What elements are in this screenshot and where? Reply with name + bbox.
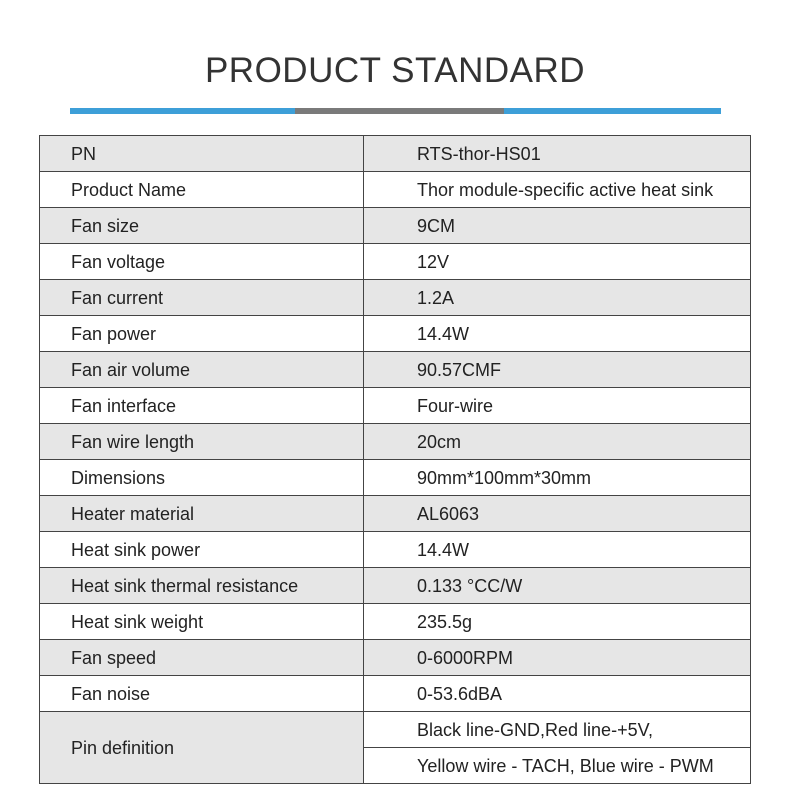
- pin-definition-row-1: [40, 712, 751, 748]
- spec-value: Thor module-specific active heat sink: [364, 172, 751, 208]
- spec-value: 1.2A: [364, 280, 751, 316]
- spec-value: 0-53.6dBA: [364, 676, 751, 712]
- spec-value: 0.133 °CC/W: [364, 568, 751, 604]
- spec-label: Fan wire length: [40, 424, 364, 460]
- spec-value: RTS-thor-HS01: [364, 136, 751, 172]
- spec-label: Fan interface: [40, 388, 364, 424]
- pin-definition-label: Pin definition: [40, 712, 364, 784]
- spec-value: AL6063: [364, 496, 751, 532]
- spec-value: 0-6000RPM: [364, 640, 751, 676]
- spec-value: 235.5g: [364, 604, 751, 640]
- spec-label: Heater material: [40, 496, 364, 532]
- spec-row: [40, 676, 751, 712]
- spec-label: Heat sink weight: [40, 604, 364, 640]
- spec-value: 9CM: [364, 208, 751, 244]
- spec-row: [40, 280, 751, 316]
- underline-left-segment: [70, 108, 295, 114]
- spec-row: [40, 316, 751, 352]
- spec-row: [40, 640, 751, 676]
- spec-row: [40, 136, 751, 172]
- spec-label: Dimensions: [40, 460, 364, 496]
- underline-middle-segment: [295, 108, 504, 114]
- spec-value: 90.57CMF: [364, 352, 751, 388]
- spec-row: [40, 388, 751, 424]
- spec-label: Fan power: [40, 316, 364, 352]
- spec-value: 90mm*100mm*30mm: [364, 460, 751, 496]
- spec-value: 12V: [364, 244, 751, 280]
- spec-value: 14.4W: [364, 316, 751, 352]
- spec-value: 20cm: [364, 424, 751, 460]
- spec-label: Fan voltage: [40, 244, 364, 280]
- spec-table: [39, 135, 751, 784]
- spec-row: [40, 352, 751, 388]
- underline-right-segment: [504, 108, 721, 114]
- spec-row: [40, 208, 751, 244]
- pin-definition-value-1: Black line-GND,Red line-+5V,: [364, 712, 751, 748]
- spec-label: Heat sink thermal resistance: [40, 568, 364, 604]
- spec-label: Heat sink power: [40, 532, 364, 568]
- spec-row: [40, 532, 751, 568]
- spec-value: 14.4W: [364, 532, 751, 568]
- spec-value: Four-wire: [364, 388, 751, 424]
- spec-row: [40, 424, 751, 460]
- spec-row: [40, 460, 751, 496]
- spec-table-body: [40, 136, 751, 784]
- spec-label: Fan size: [40, 208, 364, 244]
- spec-label: Product Name: [40, 172, 364, 208]
- page-title: PRODUCT STANDARD: [204, 51, 586, 90]
- spec-label: Fan speed: [40, 640, 364, 676]
- spec-label: Fan air volume: [40, 352, 364, 388]
- title-underline: [70, 108, 721, 114]
- spec-label: Fan current: [40, 280, 364, 316]
- spec-row: [40, 604, 751, 640]
- spec-row: [40, 172, 751, 208]
- spec-row: [40, 568, 751, 604]
- spec-label: Fan noise: [40, 676, 364, 712]
- spec-row: [40, 496, 751, 532]
- spec-label: PN: [40, 136, 364, 172]
- pin-definition-value-2: Yellow wire - TACH, Blue wire - PWM: [364, 748, 751, 784]
- spec-row: [40, 244, 751, 280]
